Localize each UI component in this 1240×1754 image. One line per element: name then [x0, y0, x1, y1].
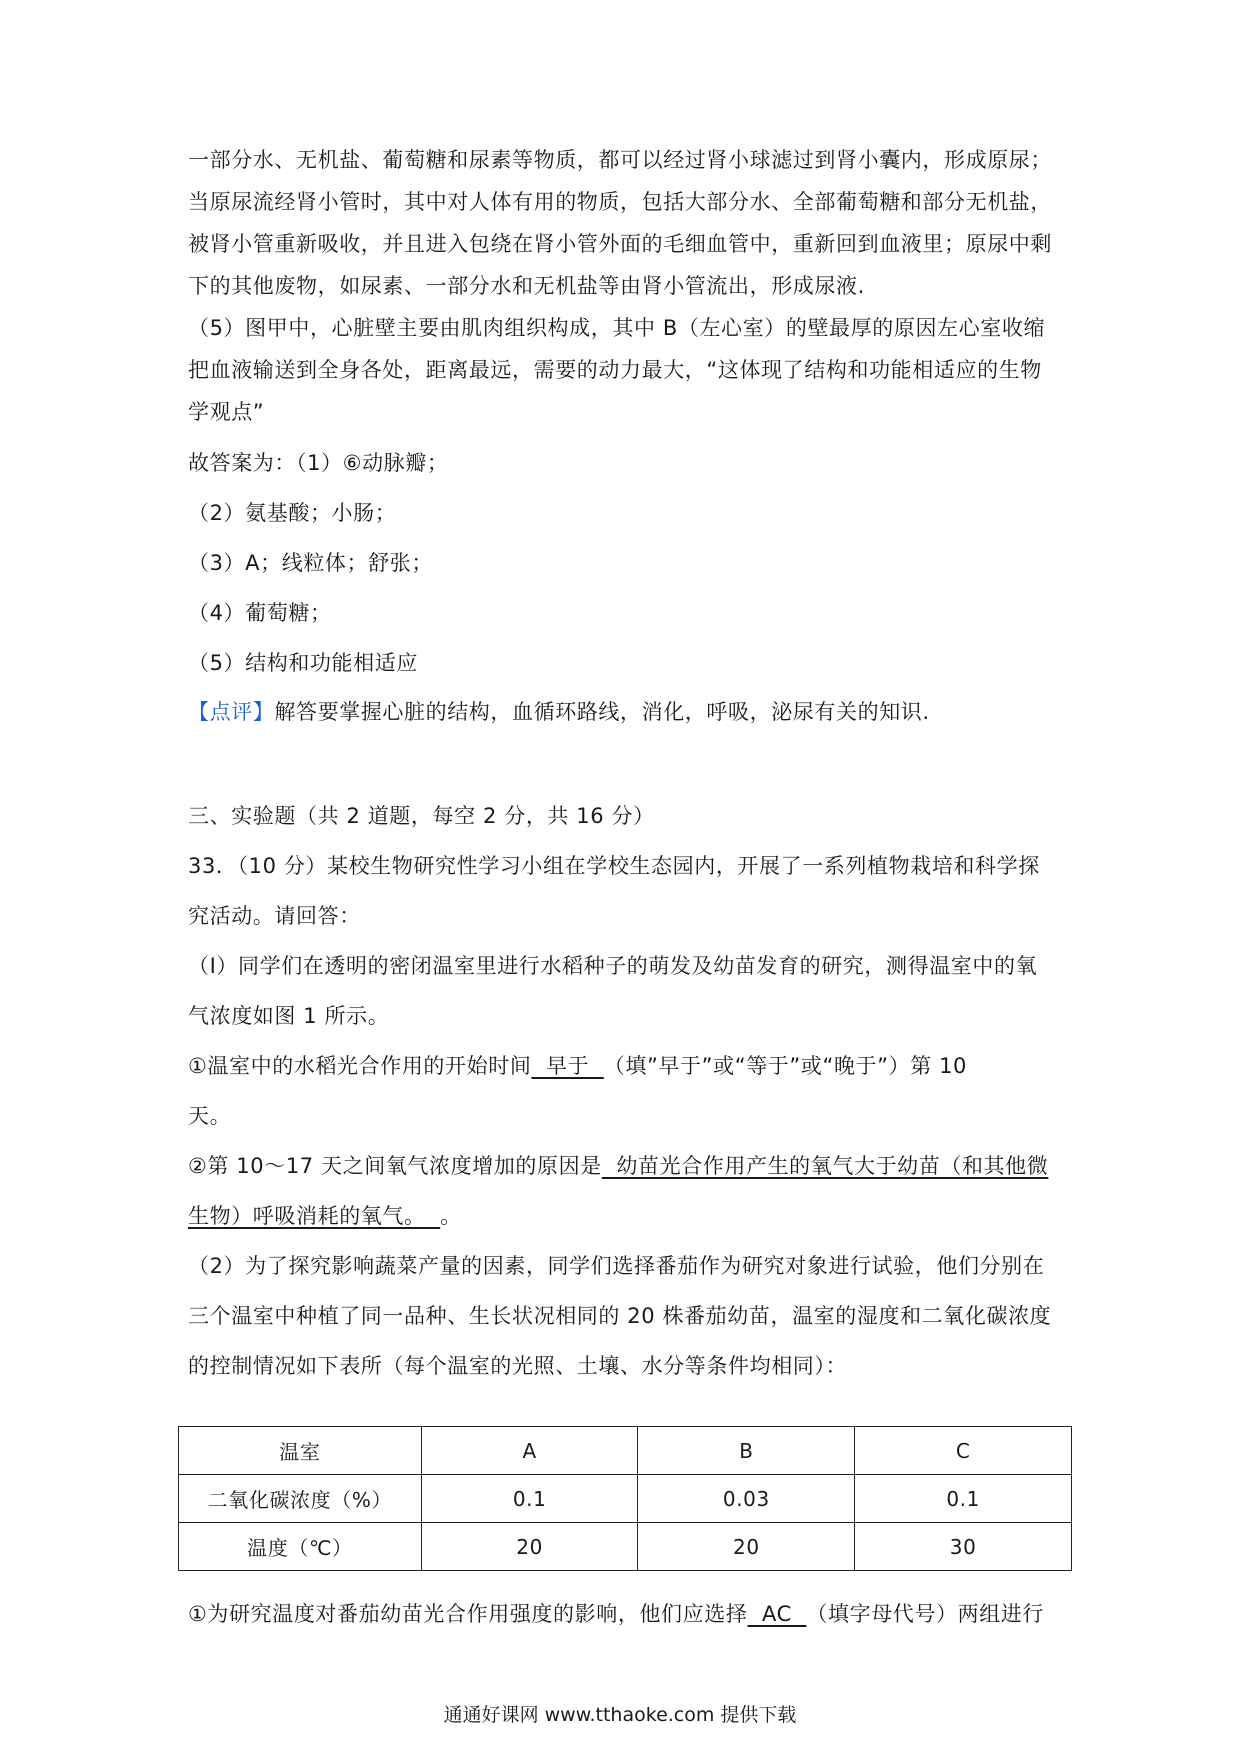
q2-end: 。 [440, 1204, 462, 1228]
question-line: 三个温室中种植了同一品种、生长状况相同的 20 株番茄幼苗，温室的湿度和二氧化碳浓度 [188, 1304, 1052, 1328]
question-line: 气浓度如图 1 所示。 [188, 1004, 390, 1028]
table-cell: 温度（℃） [179, 1523, 422, 1571]
question-line: 天。 [188, 1104, 232, 1128]
question-line: （2）为了探究影响蔬菜产量的因素，同学们选择番茄作为研究对象进行试验，他们分别在 [188, 1254, 1045, 1278]
question-line: （Ⅰ）同学们在透明的密闭温室里进行水稻种子的萌发及幼苗发育的研究，测得温室中的氧 [188, 954, 1038, 978]
table-cell: 20 [638, 1523, 855, 1571]
q1-prompt: ①温室中的水稻光合作用的开始时间 [188, 1054, 532, 1078]
comment-tag: 【点评】 [188, 700, 275, 724]
answer-line: （5）结构和功能相适应 [188, 651, 418, 675]
comment-line [188, 697, 1068, 727]
table-cell: B [638, 1427, 855, 1475]
comment-text: 解答要掌握心脏的结构，血循环路线，消化，呼吸，泌尿有关的知识. [274, 700, 930, 724]
q3-answer: AC [747, 1602, 807, 1626]
table-cell: C [855, 1427, 1072, 1475]
question-line [188, 1599, 1068, 1629]
q3-hint: （填字母代号）两组进行 [806, 1602, 1045, 1626]
paragraph-line: 把血液输送到全身各处，距离最远，需要的动力最大，“这体现了结构和功能相适应的生物 [188, 358, 1042, 382]
section-title: 三、实验题（共 2 道题，每空 2 分，共 16 分） [188, 804, 655, 828]
answer-line: （3）A；线粒体；舒张； [188, 551, 433, 575]
q1-hint: （填”早于”或“等于”或“晚于”）第 10 [603, 1054, 968, 1078]
answer-line: （2）氨基酸；小肠； [188, 501, 397, 525]
answer-line: 故答案为：（1）⑥动脉瓣； [188, 451, 449, 475]
greenhouse-table [178, 1426, 1072, 1571]
table-cell: 0.1 [855, 1475, 1072, 1523]
table-cell: 20 [421, 1523, 638, 1571]
paragraph-line: 当原尿流经肾小管时，其中对人体有用的物质，包括大部分水、全部葡萄糖和部分无机盐， [188, 190, 1052, 214]
table-cell: 二氧化碳浓度（%） [179, 1475, 422, 1523]
table-row [179, 1523, 1072, 1571]
table-cell: 温室 [179, 1427, 422, 1475]
table-header-row [179, 1427, 1072, 1475]
paragraph-line: 一部分水、无机盐、葡萄糖和尿素等物质，都可以经过肾小球滤过到肾小囊内，形成原尿； [188, 148, 1052, 172]
question-line: 究活动。请回答： [188, 904, 361, 928]
question-line [188, 1051, 1068, 1081]
q1-answer: 早于 [531, 1054, 604, 1078]
paragraph-line: 学观点” [188, 400, 265, 424]
question-line: 33．（10 分）某校生物研究性学习小组在学校生态园内，开展了一系列植物栽培和科学探 [188, 854, 1040, 878]
paragraph-line: 被肾小管重新吸收，并且进入包绕在肾小管外面的毛细血管中，重新回到血液里；原尿中剩 [188, 232, 1052, 256]
paragraph-line: 下的其他废物，如尿素、一部分水和无机盐等由肾小管流出，形成尿液. [188, 274, 865, 298]
table-cell: A [421, 1427, 638, 1475]
table-row [179, 1475, 1072, 1523]
q2-prompt: ②第 10～17 天之间氧气浓度增加的原因是 [188, 1154, 602, 1178]
question-line [188, 1151, 1068, 1181]
table-cell: 0.03 [638, 1475, 855, 1523]
page-footer: 通通好课网 www.tthaoke.com 提供下载 [443, 1704, 797, 1726]
q2-answer-cont: 生物）呼吸消耗的氧气。 [188, 1204, 441, 1228]
q3-prompt: ①为研究温度对番茄幼苗光合作用强度的影响，他们应选择 [188, 1602, 748, 1626]
q2-answer: 幼苗光合作用产生的氧气大于幼苗（和其他微 [601, 1154, 1049, 1178]
paragraph-line: （5）图甲中，心脏壁主要由肌肉组织构成，其中 B（左心室）的壁最厚的原因左心室收缩 [188, 316, 1046, 340]
answer-line: （4）葡萄糖； [188, 601, 332, 625]
table-cell: 0.1 [421, 1475, 638, 1523]
table-cell: 30 [855, 1523, 1072, 1571]
question-line [188, 1201, 1068, 1231]
question-line: 的控制情况如下表所（每个温室的光照、土壤、水分等条件均相同）： [188, 1354, 848, 1378]
